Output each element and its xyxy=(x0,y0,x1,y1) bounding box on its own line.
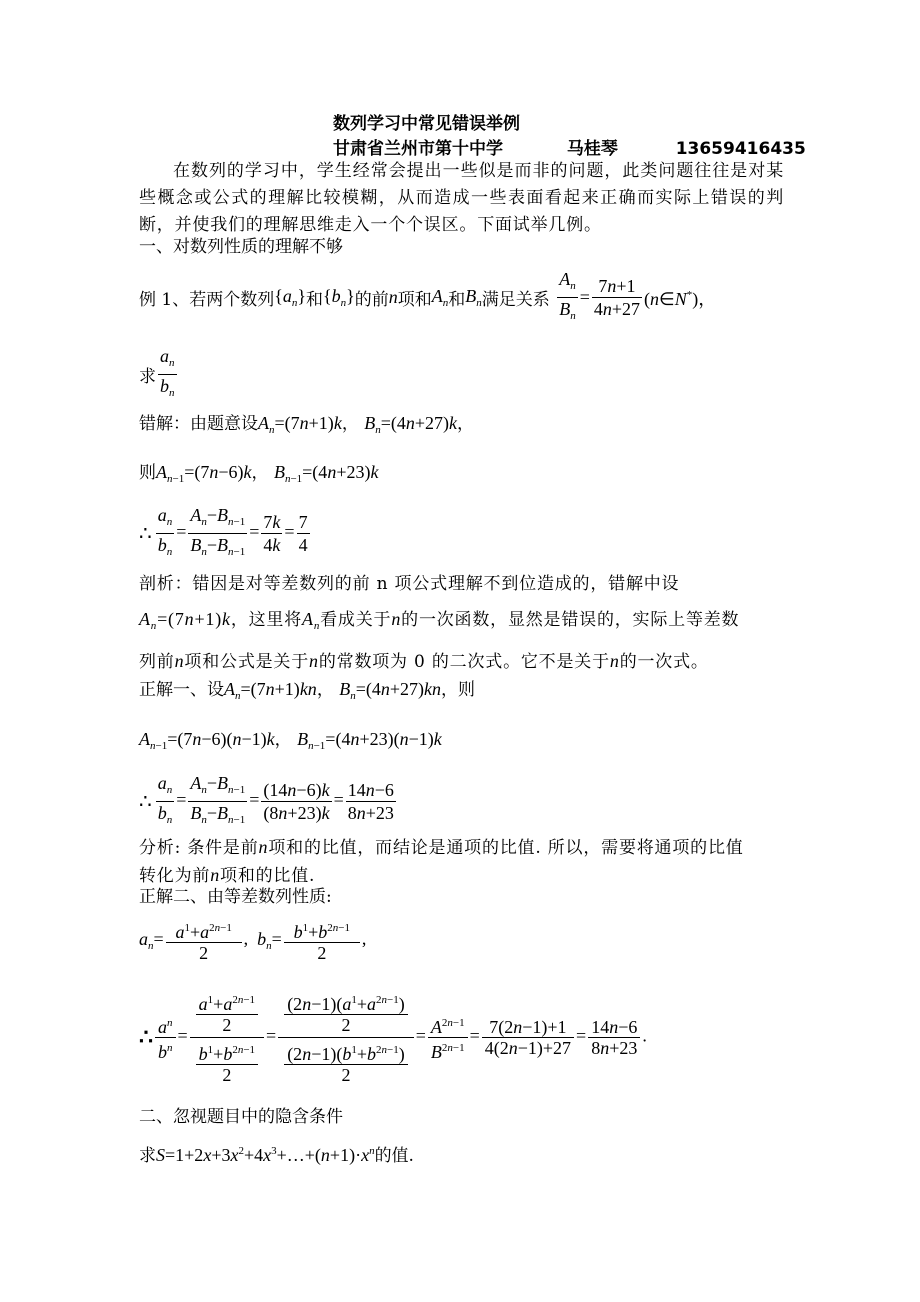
correct-solution-1-line-1: 正解一、设$A_n=(7n+1)kn$， $B_n=(4n+27)kn$，则 xyxy=(139,679,476,702)
correct-solution-2-heading: 正解二、由等差数列性质: xyxy=(139,887,332,907)
wrong-solution-line-2: 则$A_{n-1}=(7n-6)k$， $B_{n-1}=(4n+23)k$ xyxy=(139,462,379,485)
author-line xyxy=(333,138,806,160)
intro-paragraph: 在数列的学习中，学生经常会提出一些似是而非的问题，此类问题往往是对某些概念或公式的理解比较模糊，从而造成一些表面看起来正确而实际上错误的判断，并使我们的理解思维走入一个个误区。下面试举几例。 xyxy=(139,161,784,235)
ratio-given-fraction: $\frac{A_n}{B_n}$ xyxy=(559,269,576,322)
section-2-heading: 二、忽视题目中的隐含条件 xyxy=(139,1107,343,1127)
author-name: 马桂琴 xyxy=(566,139,618,159)
correct-solution-1-result: ∴ $\frac{a_n}{b_n}$ = $\frac{A_n-B_{n-1}}{B_n-B_{n-1}}$ = $\frac{(14n-6)k}{(8n+23)k}$ = $\frac{14n-6}{8n+23}$ xyxy=(139,773,394,826)
author-phone: 13659416435 xyxy=(675,139,806,159)
wrong-solution-line-1: 错解：由题意设$A_n=(7n+1)k$， $B_n=(4n+27)k$， xyxy=(139,413,475,436)
analysis-2-paragraph: 分析: 条件是前n项和的比值，而结论是通项的比值. 所以，需要将通项的比值 转化为前n项和的比值. xyxy=(139,837,744,886)
general-term-formulas: $a_n=$ $\frac{a^1+a^{2n-1}}{2}$ , $b_n=$ $\frac{b^1+b^{2n-1}}{2}$ , xyxy=(139,918,366,963)
author-school: 甘肃省兰州市第十中学 xyxy=(333,139,503,159)
correct-solution-1-line-2: $A_{n-1}=(7n-6)(n-1)k$， $B_{n-1}=(4n+23)(n-1)k$ xyxy=(139,729,442,752)
correct-solution-2-chain: ∴ $\frac{a^n}{b^n}$ = $\frac{\frac{a^1+a^{2n-1}}{2}}{\frac{b^1+b^{2n-1}}{2}}$ = $\frac{\frac{(2n-1)(a^1+a^{2n-1})}{2}}{\frac{(2n-1)(b^1+b^{2n-1})}{2}}$ = $\frac{A^{2n-1}}{B^{2n-1}}$ = $\frac{7(2n-1)+1}{4(2n-1)+27}$ = $\frac{14n-6}{8n+23}$ . xyxy=(139,990,647,1085)
analysis-1-paragraph: 剖析：错因是对等差数列的前 n 项公式理解不到位造成的，错解中设 $A_n=(7n+1)k$，这里将$A_n$看成关于n的一次函数，显然是错误的，实际上等差数 列前n项和公式是关于n的常数项为 0 的二次式。它不是关于n的一次式。 xyxy=(139,574,740,672)
example-1-question: 求 $\frac{a_n}{b_n}$ xyxy=(139,346,175,399)
example-1-statement: 例 1、若两个数列$\{a_n\}$和$\{b_n\}$的前n项和$A_n$和$B_n$满足关系 $\frac{A_n}{B_n}$ = $\frac{7n+1}{4n+27}$ (n∈N*)， xyxy=(139,268,716,327)
page-title: 数列学习中常见错误举例 xyxy=(333,114,520,134)
wrong-solution-result: ∴ $\frac{a_n}{b_n}$ = $\frac{A_n-B_{n-1}}{B_n-B_{n-1}}$ = $\frac{7k}{4k}$ = $\frac{7}{4}$ xyxy=(139,505,308,558)
example-2-statement: 求$S=1+2x+3x^2+4x^3+\dots+(n+1)\cdot x^n$的值. xyxy=(139,1145,414,1166)
section-1-heading: 一、对数列性质的理解不够 xyxy=(139,237,343,257)
